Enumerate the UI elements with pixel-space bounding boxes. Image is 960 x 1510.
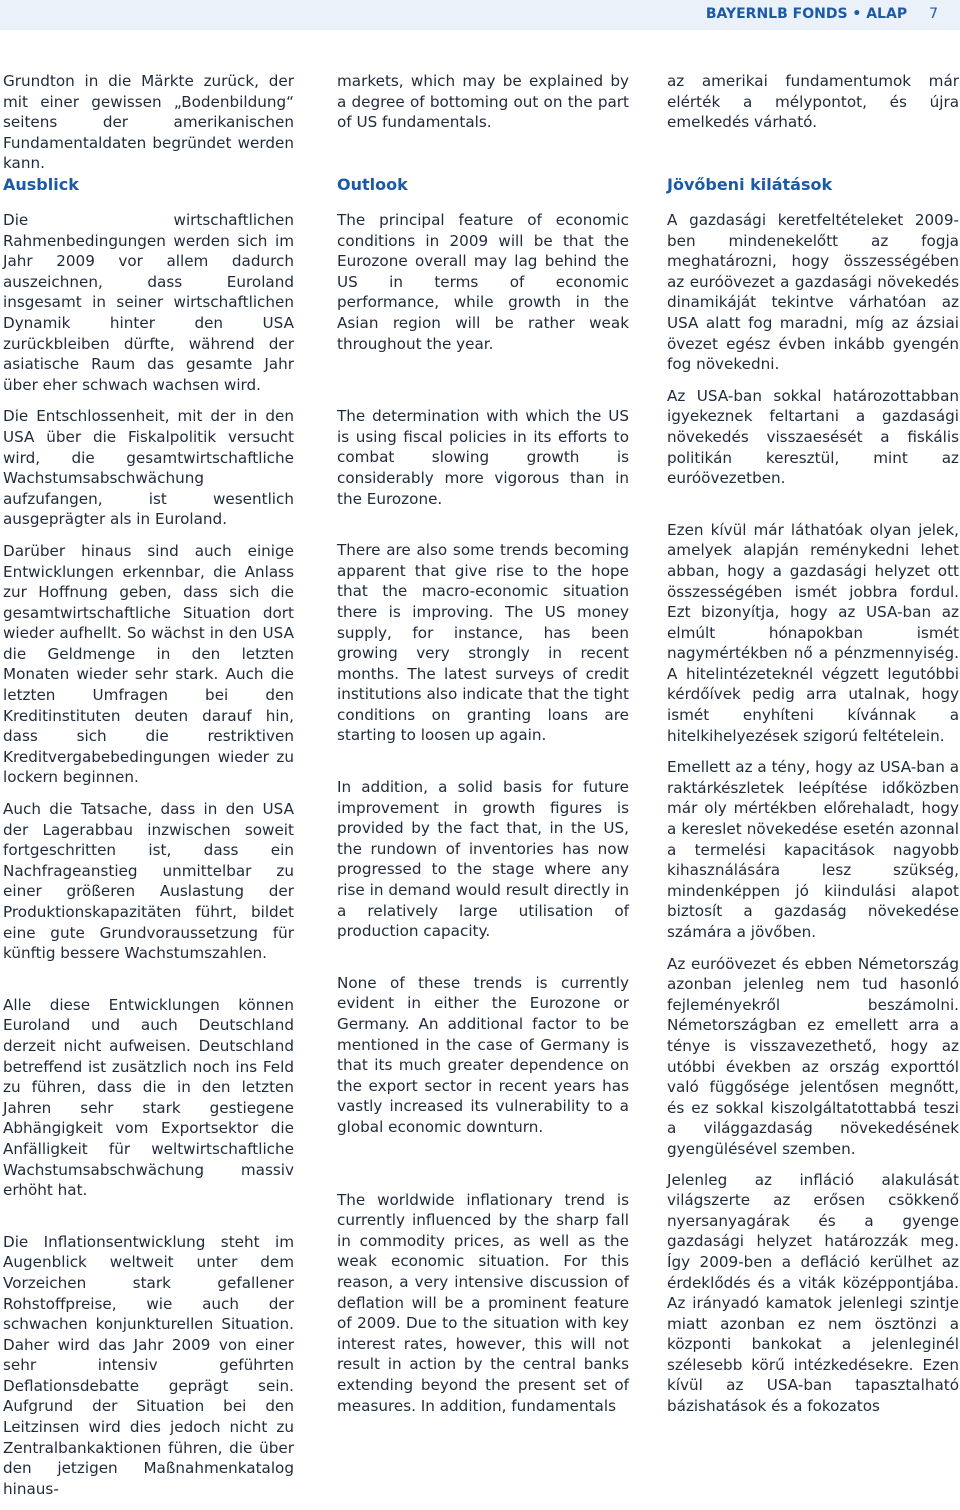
column-german — [3, 71, 294, 1510]
column-english — [337, 71, 629, 1427]
paragraph: Alle diese Entwicklungen können Euroland und auch Deutschland derzeit nicht aufweisen. Deutschland betreffend ist zusätzlich noch ins Feld zu führen, dass die in den letzten Jahren sehr stark gestiegene Abhängigkeit vom Exportsektor die Anfälligkeit für weltwirtschaftliche Wachstumsabschwächung massiv erhöht hat. — [3, 995, 294, 1200]
paragraph: Darüber hinaus sind auch einige Entwicklungen erkennbar, die Anlass zur Hoffnung geben, dass sich die gesamtwirtschaftliche Situation dort wieder aufhellt. So wächst in den USA die Geldmenge in den letzten Monaten wieder sehr stark. Auch die letzten Umfragen bei den Kreditinstituten deuten darauf hin, dass sich die restriktiven Kreditvergabebedingungen wieder zu lockern beginnen. — [3, 541, 294, 787]
header-label-group — [706, 6, 938, 22]
page-number: 7 — [929, 6, 938, 22]
page-header — [0, 0, 960, 30]
paragraph: Ezen kívül már láthatóak olyan jelek, amelyek alapján reménykedni lehet abban, hogy a gazdasági helyzet ott összességében ismét jobbra fordul. Ezt bizonyítja, hogy az USA-ban az elmúlt hónapokban ismét nagymértékben nő a pénzmennyiség. A hitelintézeteknél végzett legutóbbi kérdőívek pedig arra utalnak, hogy ismét enyhíteni kívánnak a hitelkihelyezések szigorú feltételein. — [667, 520, 959, 745]
publication-label: BAYERNLB FONDS • ALAP — [705, 6, 908, 22]
column-hungarian — [667, 71, 959, 1428]
section-heading: Jövőbeni kilátások — [667, 175, 833, 194]
section-heading: Ausblick — [3, 175, 79, 194]
intro-paragraph — [3, 71, 294, 175]
paragraph: Die Inflationsentwicklung steht im Augenblick weltweit unter dem Vorzeichen stark gefallener Rohstoffpreise, wie auch der schwachen konjunkturellen Situation. Daher wird das Jahr 2009 von einer sehr intensiv geführten Deflationsdebatte geprägt sein. Aufgrund der Situation bei den Leitzinsen wird dies jedoch nicht zu Zentralbankaktionen führen, die über den jetzigen Maßnahmenkatalog hinaus- — [3, 1232, 294, 1498]
intro-text: az amerikai fundamentumok már elérték a mélypontot, és újra emelkedés várható. — [667, 72, 959, 132]
paragraph: None of these trends is currently evident in either the Eurozone or Germany. An additional factor to be mentioned in the case of Germany is that its much greater dependence on the export sector in recent years has vastly increased its vulnerability to a global economic downturn. — [337, 973, 629, 1136]
paragraph: There are also some trends becoming apparent that give rise to the hope that the macro-economic situation there is improving. The US money supply, for instance, has been growing very strongly in recent months. The latest surveys of credit institutions also indicate that the tight conditions on granting loans are starting to loosen up again. — [337, 541, 629, 745]
intro-text: markets, which may be explained by a degree of bottoming out on the part of US fundamentals. — [337, 72, 629, 132]
paragraph: Jelenleg az infláció alakulását világszerte az erősen csökkenő nyersanyagárak és a gyenge gazdasági helyzet határozzák meg. Így 2009-ben a defláció kerülhet az érdeklődés és a viták középpontjába. Az irányadó kamatok jelenlegi szintje miatt azonban ez nem ösztönzi a központi bankokat a jelenleginél szélesebb körű intézkedésekre. Ezen kívül az USA-ban tapasztalható bázishatások és a fokozatos — [667, 1170, 959, 1416]
section-heading: Outlook — [337, 175, 408, 194]
paragraph: Emellett az a tény, hogy az USA-ban a raktárkészletek leépítése időközben már oly mértékben előrehaladt, hogy a kereslet növekedése esetén azonnal a termelési kapacitások nagyobb kihasználására lesz szükség, mindenképpen jó kiindulási alapot biztosít a gazdaság növekedése számára a jövőben. — [667, 758, 959, 941]
paragraph: The principal feature of economic conditions in 2009 will be that the Eurozone overall may lag behind the US in terms of economic performance, while growth in the Asian region will be rather weak throughout the year. — [337, 211, 629, 353]
paragraph: The worldwide inflationary trend is currently influenced by the sharp fall in commodity prices, as well as the weak economic situation. For this reason, a very intensive discussion of deflation will be a prominent feature of 2009. Due to the situation with key interest rates, however, this will not result in action by the central banks extending beyond the present set of measures. In addition, fundamentals — [337, 1190, 629, 1415]
paragraph: Az USA-ban sokkal határozottabban igyekeznek feltartani a gazdasági növekedés visszaesését a fiskális politikán keresztül, mint az euróövezetben. — [667, 386, 959, 488]
intro-paragraph — [667, 71, 959, 175]
paragraph: In addition, a solid basis for future improvement in growth figures is provided by the fact that, in the US, the rundown of inventories has now progressed to the stage where any rise in demand would result directly in a relatively large utilisation of production capacity. — [337, 778, 629, 941]
intro-paragraph — [337, 71, 629, 175]
paragraph: The determination with which the US is using fiscal policies in its efforts to combat slowing growth is considerably more vigorous than in the Eurozone. — [337, 407, 629, 508]
paragraph: A gazdasági keretfeltételeket 2009-ben mindenekelőtt az fogja meghatározni, hogy összességében az euróövezet a gazdasági növekedés dinamikáját tekintve várhatóan az USA alatt fog maradni, míg az ázsiai övezet egész évben inkább gyengén fog növekedni. — [667, 211, 959, 374]
paragraph: Die Entschlossenheit, mit der in den USA über die Fiskalpolitik versucht wird, die gesamtwirtschaftliche Wachstumsabschwächung aufzufangen, ist wesentlich ausgeprägter als in Euroland. — [3, 407, 294, 529]
paragraph: Die wirtschaftlichen Rahmenbedingungen werden sich im Jahr 2009 vor allem dadurch auszeichnen, dass Euroland insgesamt in seiner wirtschaftlichen Dynamik hinter den USA zurückbleiben dürfte, während der asiatische Raum das gesamte Jahr über eher schwach wachsen wird. — [3, 211, 294, 394]
intro-text: Grundton in die Märkte zurück, der mit einer gewissen „Bodenbildung“ seitens der amerikanischen Fundamentaldaten begründet werden kann. — [3, 72, 294, 173]
paragraph: Az euróövezet és ebben Németország azonban jelenleg nem tud hasonló fejleményekről beszámolni. Németországban ez emellett arra a ténye is visszavezethető, hogy az utóbbi években az ország exporttól való függősége jelentősen megnőtt, és ez sokkal kiszolgáltatottabbá teszi a világgazdaság növekedésének gyengülésével szemben. — [667, 954, 959, 1158]
paragraph: Auch die Tatsache, dass in den USA der Lagerabbau inzwischen soweit fortgeschritten ist, dass ein Nachfrageanstieg unmittelbar zu einer größeren Auslastung der Produktionskapazitäten führt, bildet eine gute Grundvoraussetzung für künftig bessere Wachstumszahlen. — [3, 800, 294, 963]
